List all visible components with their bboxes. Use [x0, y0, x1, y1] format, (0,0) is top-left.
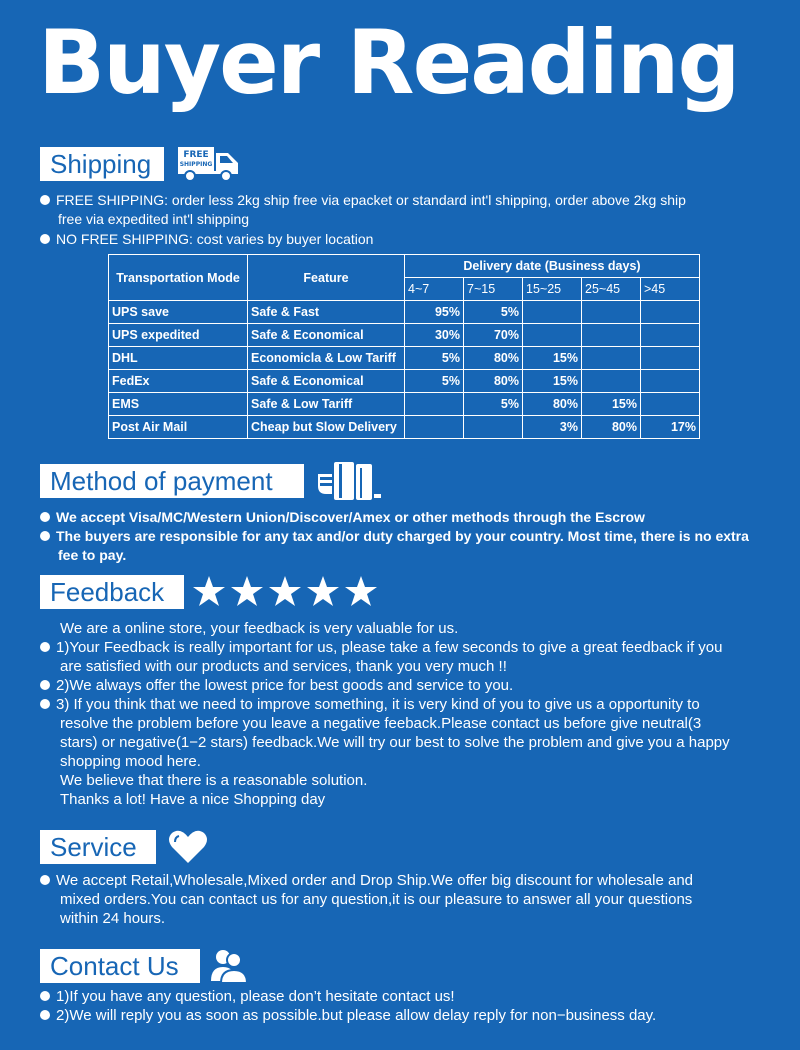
row-mode: UPS expedited	[109, 324, 248, 347]
table-row	[109, 301, 700, 324]
row-value	[641, 301, 700, 324]
feedback-point-1-cont: are satisfied with our products and services, thank you very much !!	[60, 658, 507, 675]
row-value	[582, 370, 641, 393]
row-feature: Economicla & Low Tariff	[248, 347, 405, 370]
row-value	[582, 324, 641, 347]
range-header: 4~7	[405, 278, 464, 301]
row-value: 17%	[641, 416, 700, 439]
feedback-point-3-cont-3: shopping mood here.	[60, 753, 201, 770]
row-value: 30%	[405, 324, 464, 347]
row-value: 5%	[464, 301, 523, 324]
row-value	[641, 370, 700, 393]
feedback-line-4: We believe that there is a reasonable solution.	[60, 772, 368, 789]
row-value: 5%	[405, 370, 464, 393]
feedback-heading: Feedback	[40, 575, 184, 609]
payment-line-1: We accept Visa/MC/Western Union/Discover/Amex or other methods through the Escrow	[40, 508, 645, 527]
row-feature: Safe & Low Tariff	[248, 393, 405, 416]
feedback-point-2: 2)We always offer the lowest price for best goods and service to you.	[40, 676, 513, 695]
feedback-point-3: 3) If you think that we need to improve something, it is very kind of you to give us a opportunity to	[40, 695, 700, 714]
col-feature-header: Feature	[248, 255, 405, 301]
shipping-bullet-1: FREE SHIPPING: order less 2kg ship free via epacket or standard int'l shipping, order above 2kg ship	[40, 191, 686, 210]
shipping-section-header	[40, 147, 242, 181]
row-value	[582, 347, 641, 370]
row-value	[405, 393, 464, 416]
shipping-bullet-2: NO FREE SHIPPING: cost varies by buyer location	[40, 230, 373, 249]
row-value: 80%	[464, 347, 523, 370]
feedback-line-5: Thanks a lot! Have a nice Shopping day	[60, 791, 326, 808]
range-header: >45	[641, 278, 700, 301]
row-value: 95%	[405, 301, 464, 324]
row-feature: Safe & Fast	[248, 301, 405, 324]
row-mode: EMS	[109, 393, 248, 416]
row-value	[523, 301, 582, 324]
row-value	[464, 416, 523, 439]
svg-text:SHIPPING: SHIPPING	[179, 161, 213, 168]
page-title: Buyer Reading	[38, 11, 739, 114]
feedback-point-3-cont-1: resolve the problem before you leave a negative feeback.Please contact us before give neutral(3	[60, 715, 702, 732]
svg-text:FREE: FREE	[183, 150, 209, 160]
col-mode-header: Transportation Mode	[109, 255, 248, 301]
row-value: 5%	[464, 393, 523, 416]
table-row	[109, 324, 700, 347]
service-line-3: within 24 hours.	[60, 910, 166, 927]
table-row	[109, 416, 700, 439]
table-row	[109, 370, 700, 393]
feedback-intro: We are a online store, your feedback is very valuable for us.	[60, 620, 459, 637]
row-value	[641, 393, 700, 416]
row-value: 5%	[405, 347, 464, 370]
row-value	[641, 347, 700, 370]
credit-card-hand-icon	[316, 460, 384, 502]
row-value: 15%	[582, 393, 641, 416]
payment-section-header	[40, 464, 384, 498]
row-mode: UPS save	[109, 301, 248, 324]
service-section-header	[40, 830, 208, 864]
five-stars-icon	[192, 574, 382, 610]
contact-line-1: 1)If you have any question, please don’t hesitate contact us!	[40, 987, 455, 1006]
table-row	[109, 347, 700, 370]
service-line-1: We accept Retail,Wholesale,Mixed order and Drop Ship.We offer big discount for wholesale and	[40, 871, 693, 890]
contact-section-header	[40, 949, 248, 983]
range-header: 7~15	[464, 278, 523, 301]
range-header: 25~45	[582, 278, 641, 301]
range-header: 15~25	[523, 278, 582, 301]
service-heading: Service	[40, 830, 156, 864]
feedback-point-1: 1)Your Feedback is really important for us, please take a few seconds to give a great feedback if you	[40, 638, 722, 657]
row-value: 70%	[464, 324, 523, 347]
service-line-2: mixed orders.You can contact us for any question,it is our pleasure to answer all your questions	[60, 891, 693, 908]
row-mode: FedEx	[109, 370, 248, 393]
row-value: 80%	[582, 416, 641, 439]
contact-line-2: 2)We will reply you as soon as possible.but please allow delay reply for non−business day.	[40, 1006, 656, 1025]
row-value	[582, 301, 641, 324]
shipping-bullet-1-cont: free via expedited int'l shipping	[58, 211, 250, 227]
truck-icon	[176, 145, 242, 183]
payment-line-2-cont: fee to pay.	[58, 547, 127, 563]
row-value	[523, 324, 582, 347]
contact-heading: Contact Us	[40, 949, 200, 983]
shipping-table	[108, 254, 700, 439]
row-feature: Safe & Economical	[248, 324, 405, 347]
row-value	[641, 324, 700, 347]
row-value	[405, 416, 464, 439]
payment-line-2: The buyers are responsible for any tax and/or duty charged by your country. Most time, there is no extra	[40, 527, 749, 546]
row-value: 80%	[523, 393, 582, 416]
row-value: 3%	[523, 416, 582, 439]
people-icon	[210, 947, 248, 985]
payment-heading: Method of payment	[40, 464, 304, 498]
table-row	[109, 393, 700, 416]
row-mode: DHL	[109, 347, 248, 370]
heart-icon	[168, 829, 208, 865]
row-feature: Safe & Economical	[248, 370, 405, 393]
col-delivery-header: Delivery date (Business days)	[405, 255, 700, 278]
row-mode: Post Air Mail	[109, 416, 248, 439]
shipping-heading: Shipping	[40, 147, 164, 181]
row-value: 15%	[523, 370, 582, 393]
row-value: 15%	[523, 347, 582, 370]
feedback-section-header	[40, 575, 382, 609]
row-feature: Cheap but Slow Delivery	[248, 416, 405, 439]
feedback-point-3-cont-2: stars) or negative(1−2 stars) feedback.We will try our best to solve the problem and give you a happy	[60, 734, 730, 751]
row-value: 80%	[464, 370, 523, 393]
